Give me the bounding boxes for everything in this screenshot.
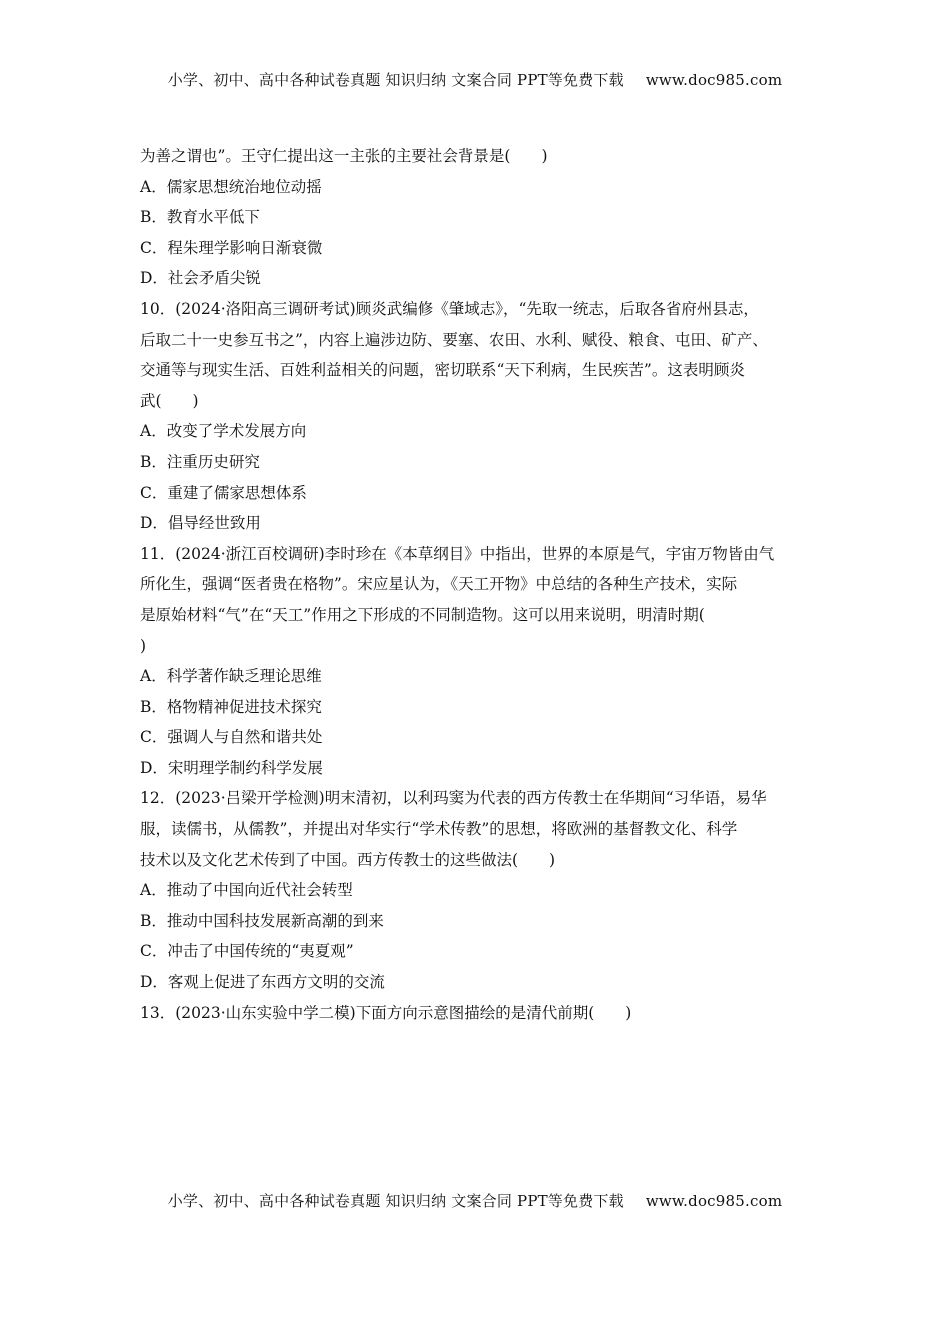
question-9-option-c: C．程朱理学影响日渐衰微 (140, 238, 323, 257)
question-12-stem-line: 12．(2023·吕梁开学检测)明末清初，以利玛窦为代表的西方传教士在华期间“习华语，易华 (140, 789, 767, 808)
question-9-option-a: A．儒家思想统治地位动摇 (140, 177, 322, 196)
question-10-option-d: D．倡导经世致用 (140, 514, 261, 533)
question-10-stem-line: 后取二十一史参互书之”，内容上遍涉边防、要塞、农田、水利、赋役、粮食、屯田、矿产、 (140, 330, 768, 349)
question-10-option-a: A．改变了学术发展方向 (140, 422, 307, 441)
question-10 (140, 294, 830, 539)
footer-site-description: 小学、初中、高中各种试卷真题 知识归纳 文案合同 PPT等免费下载 (167, 1192, 624, 1210)
question-content (140, 141, 830, 1028)
question-11-option-b: B．格物精神促进技术探究 (140, 697, 322, 716)
question-13 (140, 998, 830, 1029)
header-site-url: www.doc985.com (645, 71, 783, 89)
question-11-stem-line: ) (140, 636, 147, 655)
question-10-option-c: C．重建了儒家思想体系 (140, 483, 307, 502)
footer-site-url: www.doc985.com (645, 1192, 783, 1210)
question-13-stem-line: 13．(2023·山东实验中学二模)下面方向示意图描绘的是清代前期( ) (140, 1003, 632, 1022)
question-12-stem-line: 技术以及文化艺术传到了中国。西方传教士的这些做法( ) (140, 850, 556, 869)
page-header (0, 69, 950, 90)
question-11-stem-line: 11．(2024·浙江百校调研)李时珍在《本草纲目》中指出，世界的本原是气，宇宙万物皆由气 (140, 544, 775, 563)
question-11 (140, 539, 830, 784)
question-9 (140, 141, 830, 294)
question-12-option-b: B．推动中国科技发展新高潮的到来 (140, 911, 384, 930)
question-9-option-d: D．社会矛盾尖锐 (140, 269, 261, 288)
question-10-stem-line: 武( ) (140, 391, 199, 410)
question-10-stem-line: 10．(2024·洛阳高三调研考试)顾炎武编修《肇域志》，“先取一统志，后取各省府州县志， (140, 299, 759, 318)
question-11-option-c: C．强调人与自然和谐共处 (140, 728, 323, 747)
question-11-stem-line: 所化生，强调“医者贵在格物”。宋应星认为，《天工开物》中总结的各种生产技术，实际 (140, 575, 738, 594)
question-12-stem-line: 服，读儒书，从儒教”，并提出对华实行“学术传教”的思想，将欧洲的基督教文化、科学 (140, 820, 738, 839)
question-9-option-b: B．教育水平低下 (140, 208, 260, 227)
question-9-stem: 为善之谓也”。王守仁提出这一主张的主要社会背景是( ) (140, 147, 548, 165)
question-11-stem-line: 是原始材料“气”在“天工”作用之下形成的不同制造物。这可以用来说明，明清时期( (140, 605, 705, 624)
question-12-option-c: C．冲击了中国传统的“夷夏观” (140, 942, 354, 961)
question-11-option-a: A．科学著作缺乏理论思维 (140, 667, 322, 686)
header-site-description: 小学、初中、高中各种试卷真题 知识归纳 文案合同 PPT等免费下载 (167, 71, 624, 89)
question-10-option-b: B．注重历史研究 (140, 452, 260, 471)
question-11-option-d: D．宋明理学制约科学发展 (140, 758, 323, 777)
question-12 (140, 783, 830, 997)
question-12-option-d: D．客观上促进了东西方文明的交流 (140, 973, 385, 992)
page-footer (0, 1190, 950, 1211)
question-10-stem-line: 交通等与现实生活、百姓利益相关的问题，密切联系“天下利病，生民疾苦”。这表明顾炎 (140, 361, 745, 380)
question-12-option-a: A．推动了中国向近代社会转型 (140, 881, 353, 900)
